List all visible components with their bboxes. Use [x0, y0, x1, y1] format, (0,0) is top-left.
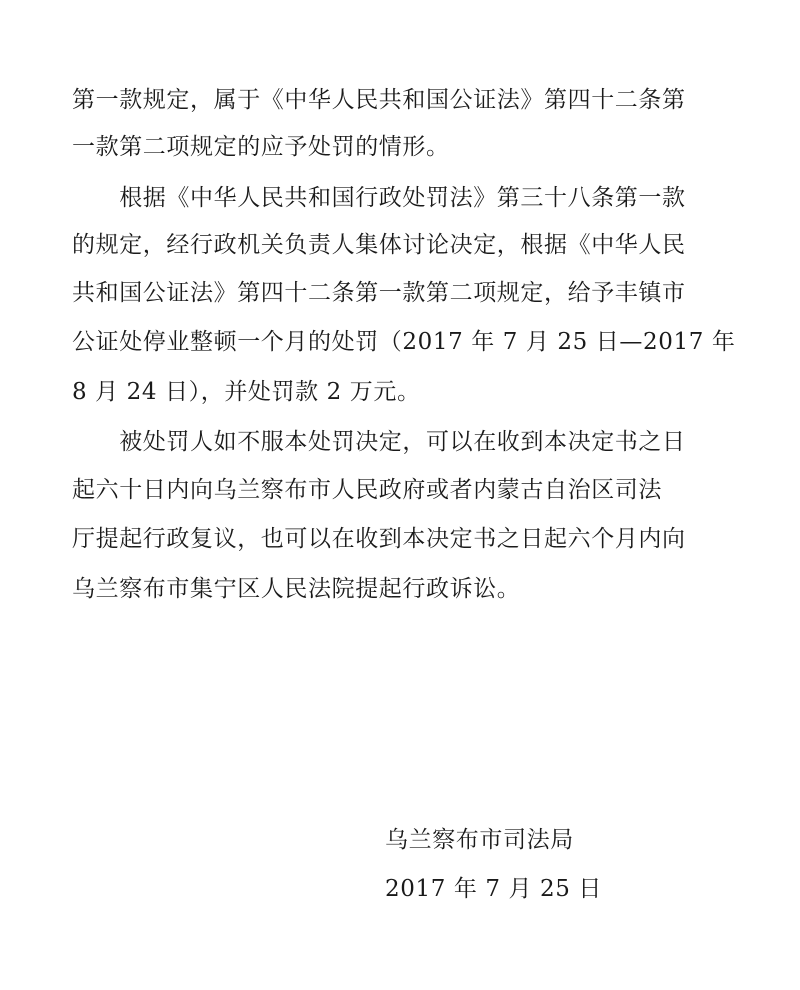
paragraph-line: 起六十日内向乌兰察布市人民政府或者内蒙古自治区司法 — [72, 477, 662, 503]
paragraph-line: 公证处停业整顿一个月的处罚（2017 年 7 月 25 日—2017 年 — [72, 329, 736, 355]
paragraph-line: 共和国公证法》第四十二条第一款第二项规定，给予丰镇市 — [72, 280, 686, 306]
signature-organization: 乌兰察布市司法局 — [385, 827, 574, 853]
paragraph-line: 乌兰察布市集宁区人民法院提起行政诉讼。 — [72, 576, 521, 602]
paragraph-line: 厅提起行政复议，也可以在收到本决定书之日起六个月内向 — [72, 526, 686, 552]
signature-date: 2017 年 7 月 25 日 — [385, 876, 602, 902]
paragraph-line: 根据《中华人民共和国行政处罚法》第三十八条第一款 — [72, 185, 686, 211]
paragraph-line: 一款第二项规定的应予处罚的情形。 — [72, 134, 450, 160]
paragraph-line: 的规定，经行政机关负责人集体讨论决定，根据《中华人民 — [72, 232, 686, 258]
paragraph-line: 被处罚人如不服本处罚决定，可以在收到本决定书之日 — [72, 429, 686, 455]
paragraph-line: 8 月 24 日），并处罚款 2 万元。 — [72, 379, 421, 405]
paragraph-line: 第一款规定，属于《中华人民共和国公证法》第四十二条第 — [72, 87, 686, 113]
